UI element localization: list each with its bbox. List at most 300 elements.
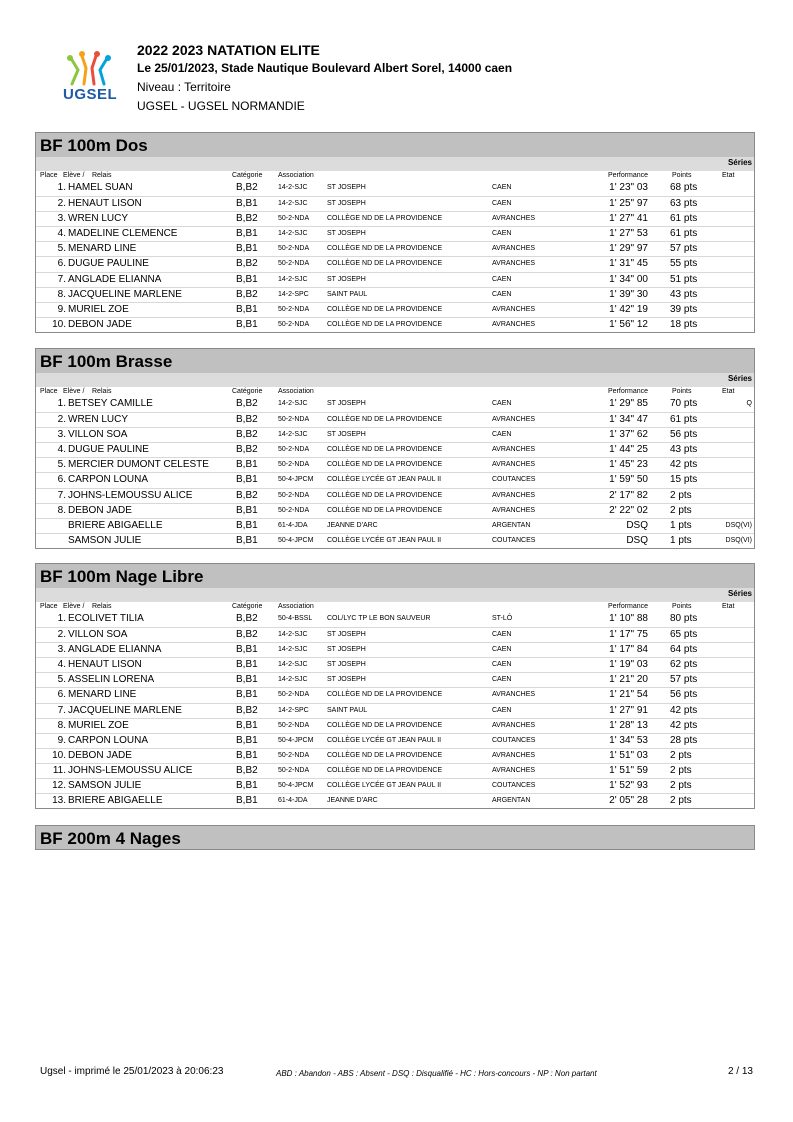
cell-place: 5. (57, 674, 66, 686)
cell-perf: DSQ (626, 519, 648, 531)
result-row (36, 287, 754, 302)
cell-code: 61-4-JDA (278, 521, 308, 529)
cell-club: COLLÈGE ND DE LA PROVIDENCE (327, 260, 443, 268)
cell-code: 14-2-SJC (278, 631, 308, 639)
cell-club: SAINT PAUL (327, 706, 368, 714)
cell-code: 14-2-SJC (278, 431, 308, 439)
cell-cat: B,B1 (236, 644, 258, 656)
series-bar (36, 157, 754, 171)
results-rows (36, 612, 754, 808)
column-header (36, 171, 754, 181)
event-block-1 (35, 132, 755, 333)
cell-code: 14-2-SPC (278, 706, 309, 714)
cell-cat: B,B2 (236, 182, 258, 193)
cell-code: 14-2-SJC (278, 275, 308, 283)
cell-place: 4. (57, 228, 66, 240)
results-rows (36, 397, 754, 548)
cell-cat: B,B2 (236, 429, 258, 441)
cell-cat: B,B1 (236, 474, 258, 486)
col-categorie: Catégorie (232, 388, 263, 395)
cell-pts: 56 pts (670, 689, 698, 701)
cell-cat: B,B1 (236, 674, 258, 686)
cell-city: CAEN (492, 631, 512, 639)
cell-code: 50-4-BSSL (278, 615, 313, 622)
event-title: BF 100m Nage Libre (35, 563, 755, 588)
cell-pts: 61 pts (670, 213, 698, 225)
cell-code: 50-2-NDA (278, 215, 310, 223)
result-row (36, 457, 754, 472)
cell-pts: 55 pts (670, 258, 698, 270)
cell-cat: B,B2 (236, 629, 258, 641)
cell-perf: 1' 51" 03 (609, 749, 648, 761)
event-title: BF 100m Brasse (35, 348, 755, 373)
cell-perf: 1' 34" 00 (609, 273, 648, 285)
cell-pts: 62 pts (670, 659, 698, 671)
cell-pts: 43 pts (670, 444, 698, 456)
cell-pts: 39 pts (670, 303, 698, 315)
cell-code: 50-2-NDA (278, 461, 310, 469)
result-row (36, 302, 754, 317)
cell-pts: 61 pts (670, 414, 698, 426)
cell-cat: B,B2 (236, 414, 258, 426)
cell-name: CARPON LOUNA (68, 474, 149, 486)
cell-name: WREN LUCY (68, 213, 129, 225)
cell-cat: B,B1 (236, 228, 258, 240)
cell-code: 14-2-SJC (278, 230, 308, 238)
column-header (36, 387, 754, 397)
event-title: BF 200m 4 Nages (35, 825, 755, 850)
cell-code: 50-4-JPCM (278, 736, 314, 744)
cell-cat: B,B1 (236, 719, 258, 731)
event-table (35, 373, 755, 549)
col-association: Association (278, 603, 314, 610)
cell-cat: B,B2 (236, 764, 258, 776)
cell-cat: B,B1 (236, 519, 258, 531)
col-eleve: Elève / (63, 388, 85, 395)
cell-name: ASSELIN LORENA (68, 674, 155, 686)
cell-name: HENAUT LISON (68, 198, 142, 210)
result-row (36, 397, 754, 412)
cell-place: 3. (57, 429, 66, 441)
cell-club: ST JOSEPH (327, 661, 366, 669)
cell-place: 10. (52, 318, 66, 330)
cell-cat: B,B2 (236, 258, 258, 270)
cell-city: AVRANCHES (492, 766, 536, 774)
cell-club: JEANNE D'ARC (327, 521, 378, 529)
cell-city: ARGENTAN (492, 797, 531, 805)
cell-name: MENARD LINE (68, 243, 137, 255)
col-etat: Etat (722, 603, 735, 610)
cell-city: COUTANCES (492, 736, 536, 744)
cell-city: CAEN (492, 661, 512, 669)
cell-name: DEBON JADE (68, 504, 132, 516)
organization-info: UGSEL - UGSEL NORMANDIE (137, 99, 305, 113)
cell-city: CAEN (492, 646, 512, 654)
result-row (36, 503, 754, 518)
cell-code: 14-2-SJC (278, 184, 308, 191)
cell-etat: DSQ(VI) (725, 521, 752, 529)
cell-code: 50-2-NDA (278, 245, 310, 253)
cell-code: 50-2-NDA (278, 691, 310, 699)
page-number: 2 / 13 (727, 1066, 753, 1077)
cell-name: JOHNS-LEMOUSSU ALICE (68, 489, 193, 501)
result-row (36, 196, 754, 211)
cell-place: 1. (57, 182, 66, 193)
cell-perf: 1' 19" 03 (609, 659, 648, 671)
cell-city: AVRANCHES (492, 320, 536, 328)
cell-place: 1. (57, 398, 66, 409)
cell-pts: 1 pts (670, 534, 692, 546)
cell-place: 9. (57, 303, 66, 315)
cell-place: 8. (57, 288, 66, 300)
result-row (36, 763, 754, 778)
cell-place: 6. (57, 689, 66, 701)
cell-city: AVRANCHES (492, 751, 536, 759)
cell-place: 6. (57, 474, 66, 486)
column-header (36, 602, 754, 612)
cell-name: CARPON LOUNA (68, 734, 149, 746)
cell-cat: B,B2 (236, 489, 258, 501)
col-etat: Etat (722, 388, 735, 395)
col-etat: Etat (722, 172, 735, 179)
cell-pts: 2 pts (670, 749, 692, 761)
result-row (36, 412, 754, 427)
cell-name: MURIEL ZOE (68, 303, 129, 315)
cell-place: 4. (57, 659, 66, 671)
cell-name: BRIERE ABIGAELLE (68, 519, 163, 531)
cell-club: ST JOSEPH (327, 230, 366, 238)
cell-pts: 42 pts (670, 704, 698, 716)
result-row (36, 718, 754, 733)
cell-place: 2. (57, 414, 66, 426)
cell-place: 10. (52, 749, 66, 761)
cell-cat: B,B1 (236, 273, 258, 285)
cell-place: 4. (57, 444, 66, 456)
result-row (36, 778, 754, 793)
cell-cat: B,B2 (236, 288, 258, 300)
cell-club: JEANNE D'ARC (327, 797, 378, 805)
cell-code: 50-2-NDA (278, 491, 310, 499)
col-performance: Performance (608, 388, 649, 395)
cell-perf: 1' 27" 53 (609, 228, 648, 240)
cell-cat: B,B1 (236, 749, 258, 761)
result-row (36, 226, 754, 241)
result-row (36, 793, 754, 808)
col-eleve: Elève / (63, 172, 85, 179)
cell-pts: 2 pts (670, 764, 692, 776)
cell-name: DUGUE PAULINE (68, 258, 149, 270)
cell-club: COLLÈGE ND DE LA PROVIDENCE (327, 446, 443, 454)
cell-cat: B,B1 (236, 198, 258, 210)
cell-cat: B,B1 (236, 504, 258, 516)
cell-city: AVRANCHES (492, 416, 536, 424)
cell-perf: 1' 10" 88 (609, 613, 648, 624)
cell-name: DUGUE PAULINE (68, 444, 149, 456)
col-performance: Performance (608, 603, 649, 610)
col-performance: Performance (608, 172, 649, 179)
cell-perf: 1' 39" 30 (609, 288, 648, 300)
cell-perf: 1' 21" 54 (609, 689, 648, 701)
cell-place: 11. (52, 764, 66, 776)
col-place: Place (40, 388, 58, 395)
cell-club: ST JOSEPH (327, 400, 366, 407)
cell-club: COLLÈGE ND DE LA PROVIDENCE (327, 320, 443, 328)
cell-perf: 1' 42" 19 (609, 303, 648, 315)
cell-perf: 1' 28" 13 (609, 719, 648, 731)
cell-perf: 1' 51" 59 (609, 764, 648, 776)
cell-club: ST JOSEPH (327, 676, 366, 684)
event-title: BF 100m Dos (35, 132, 755, 157)
series-bar (36, 588, 754, 602)
result-row (36, 427, 754, 442)
col-points: Points (672, 388, 692, 395)
series-bar (36, 373, 754, 387)
cell-pts: 18 pts (670, 318, 698, 330)
cell-code: 14-2-SJC (278, 676, 308, 684)
cell-cat: B,B2 (236, 444, 258, 456)
cell-pts: 1 pts (670, 519, 692, 531)
cell-city: CAEN (492, 200, 512, 208)
cell-city: COUTANCES (492, 536, 536, 544)
cell-club: COLLÈGE LYCÉE GT JEAN PAUL II (327, 536, 442, 544)
cell-pts: 80 pts (670, 613, 698, 624)
cell-perf: 1' 23" 03 (609, 182, 648, 193)
cell-club: COLLÈGE ND DE LA PROVIDENCE (327, 766, 443, 774)
cell-city: AVRANCHES (492, 305, 536, 313)
cell-city: COUTANCES (492, 782, 536, 790)
cell-cat: B,B2 (236, 213, 258, 225)
cell-club: ST JOSEPH (327, 631, 366, 639)
cell-pts: 70 pts (670, 398, 698, 409)
cell-city: AVRANCHES (492, 491, 536, 499)
col-relais: Relais (92, 603, 112, 610)
cell-code: 50-2-NDA (278, 766, 310, 774)
result-row (36, 733, 754, 748)
cell-perf: 1' 59" 50 (609, 474, 648, 486)
cell-perf: 1' 25" 97 (609, 198, 648, 210)
cell-place: 9. (57, 734, 66, 746)
event-block-3 (35, 563, 755, 809)
cell-code: 61-4-JDA (278, 797, 308, 805)
cell-cat: B,B1 (236, 243, 258, 255)
col-categorie: Catégorie (232, 603, 263, 610)
result-row (36, 627, 754, 642)
cell-place: 2. (57, 629, 66, 641)
page-title: 2022 2023 NATATION ELITE (137, 42, 320, 58)
cell-club: COLLÈGE LYCÉE GT JEAN PAUL II (327, 476, 442, 484)
cell-name: SAMSON JULIE (68, 534, 142, 546)
cell-code: 50-2-NDA (278, 446, 310, 454)
cell-code: 14-2-SJC (278, 646, 308, 654)
meet-info: Le 25/01/2023, Stade Nautique Boulevard Albert Sorel, 14000 caen (137, 61, 513, 75)
cell-club: COLLÈGE ND DE LA PROVIDENCE (327, 721, 443, 729)
cell-place: 8. (57, 504, 66, 516)
col-association: Association (278, 388, 314, 395)
cell-city: CAEN (492, 275, 512, 283)
series-label: Séries (727, 374, 752, 383)
cell-name: DEBON JADE (68, 318, 132, 330)
cell-perf: 1' 29" 85 (609, 398, 648, 409)
cell-pts: 61 pts (670, 228, 698, 240)
cell-pts: 65 pts (670, 629, 698, 641)
cell-etat: DSQ(VI) (725, 536, 752, 544)
result-row (36, 642, 754, 657)
cell-name: DEBON JADE (68, 749, 132, 761)
level-info: Niveau : Territoire (137, 80, 231, 94)
cell-city: AVRANCHES (492, 446, 536, 454)
cell-perf: 1' 44" 25 (609, 444, 648, 456)
cell-club: COLLÈGE ND DE LA PROVIDENCE (327, 416, 443, 424)
cell-perf: 1' 27" 91 (609, 704, 648, 716)
cell-place: 7. (57, 704, 66, 716)
col-eleve: Elève / (63, 603, 85, 610)
cell-code: 50-2-NDA (278, 721, 310, 729)
cell-cat: B,B2 (236, 613, 258, 624)
cell-place: 5. (57, 459, 66, 471)
cell-pts: 42 pts (670, 719, 698, 731)
cell-city: ST-LÔ (492, 615, 513, 622)
cell-perf: 1' 56" 12 (609, 318, 648, 330)
cell-code: 50-2-NDA (278, 260, 310, 268)
result-row (36, 317, 754, 332)
cell-place: 7. (57, 489, 66, 501)
cell-club: COLLÈGE ND DE LA PROVIDENCE (327, 691, 443, 699)
print-info: Ugsel - imprimé le 25/01/2023 à 20:06:23 (40, 1066, 224, 1077)
cell-cat: B,B1 (236, 659, 258, 671)
cell-code: 50-4-JPCM (278, 476, 314, 484)
cell-name: MENARD LINE (68, 689, 137, 701)
cell-club: ST JOSEPH (327, 200, 366, 208)
result-row (36, 687, 754, 702)
cell-perf: 2' 05" 28 (609, 795, 648, 807)
cell-pts: 2 pts (670, 780, 692, 792)
cell-code: 50-4-JPCM (278, 536, 314, 544)
cell-city: AVRANCHES (492, 260, 536, 268)
cell-perf: DSQ (626, 534, 648, 546)
cell-club: COLLÈGE ND DE LA PROVIDENCE (327, 491, 443, 499)
cell-code: 14-2-SPC (278, 290, 309, 298)
cell-pts: 15 pts (670, 474, 698, 486)
cell-city: AVRANCHES (492, 691, 536, 699)
cell-pts: 68 pts (670, 182, 698, 193)
event-table (35, 588, 755, 809)
cell-city: CAEN (492, 676, 512, 684)
result-row (36, 703, 754, 718)
cell-club: COLLÈGE ND DE LA PROVIDENCE (327, 305, 443, 313)
cell-club: COLLÈGE ND DE LA PROVIDENCE (327, 751, 443, 759)
result-row (36, 256, 754, 271)
cell-city: AVRANCHES (492, 506, 536, 514)
cell-pts: 2 pts (670, 795, 692, 807)
cell-name: VILLON SOA (68, 629, 128, 641)
cell-city: AVRANCHES (492, 461, 536, 469)
result-row (36, 181, 754, 196)
cell-name: BETSEY CAMILLE (68, 398, 153, 409)
cell-name: BRIERE ABIGAELLE (68, 795, 163, 807)
cell-perf: 1' 34" 47 (609, 414, 648, 426)
cell-pts: 2 pts (670, 504, 692, 516)
cell-perf: 1' 17" 84 (609, 644, 648, 656)
cell-pts: 51 pts (670, 273, 698, 285)
cell-place: 12. (52, 780, 66, 792)
cell-pts: 43 pts (670, 288, 698, 300)
cell-name: JACQUELINE MARLENE (68, 288, 182, 300)
cell-perf: 1' 52" 93 (609, 780, 648, 792)
page-header (137, 42, 512, 118)
cell-club: ST JOSEPH (327, 275, 366, 283)
series-label: Séries (727, 158, 752, 167)
cell-club: COLLÈGE ND DE LA PROVIDENCE (327, 215, 443, 223)
cell-perf: 1' 17" 75 (609, 629, 648, 641)
cell-name: MADELINE CLEMENCE (68, 228, 178, 240)
cell-cat: B,B1 (236, 795, 258, 807)
series-label: Séries (727, 589, 752, 598)
cell-perf: 2' 17" 82 (609, 489, 648, 501)
cell-name: MERCIER DUMONT CELESTE (68, 459, 209, 471)
cell-club: COLLÈGE ND DE LA PROVIDENCE (327, 245, 443, 253)
col-relais: Relais (92, 172, 112, 179)
cell-city: COUTANCES (492, 476, 536, 484)
cell-place: 13. (52, 795, 66, 807)
cell-code: 50-2-NDA (278, 416, 310, 424)
col-association: Association (278, 172, 314, 179)
cell-perf: 1' 27" 41 (609, 213, 648, 225)
result-row (36, 241, 754, 256)
cell-club: COLLÈGE ND DE LA PROVIDENCE (327, 506, 443, 514)
cell-perf: 1' 31" 45 (609, 258, 648, 270)
col-points: Points (672, 172, 692, 179)
cell-club: ST JOSEPH (327, 184, 366, 191)
event-table (35, 157, 755, 333)
result-row (36, 442, 754, 457)
cell-city: CAEN (492, 400, 512, 407)
cell-name: JACQUELINE MARLENE (68, 704, 182, 716)
results-rows (36, 181, 754, 332)
result-row (36, 748, 754, 763)
cell-name: MURIEL ZOE (68, 719, 129, 731)
cell-place: 1. (57, 613, 66, 624)
result-row (36, 272, 754, 287)
cell-pts: 64 pts (670, 644, 698, 656)
cell-name: WREN LUCY (68, 414, 129, 426)
result-row (36, 518, 754, 533)
cell-city: CAEN (492, 184, 512, 191)
cell-pts: 42 pts (670, 459, 698, 471)
cell-place: 3. (57, 213, 66, 225)
swimmer-figures-icon (60, 50, 130, 90)
result-row (36, 211, 754, 226)
cell-place: 3. (57, 644, 66, 656)
cell-code: 50-2-NDA (278, 320, 310, 328)
cell-place: 7. (57, 273, 66, 285)
cell-pts: 28 pts (670, 734, 698, 746)
result-row (36, 488, 754, 503)
cell-club: ST JOSEPH (327, 646, 366, 654)
cell-cat: B,B2 (236, 398, 258, 409)
cell-code: 14-2-SJC (278, 661, 308, 669)
cell-code: 50-2-NDA (278, 506, 310, 514)
cell-city: AVRANCHES (492, 215, 536, 223)
abbreviation-legend: ABD : Abandon - ABS : Absent - DSQ : Disqualifié - HC : Hors-concours - NP : Non partant (276, 1069, 597, 1078)
cell-cat: B,B1 (236, 734, 258, 746)
cell-name: ANGLADE ELIANNA (68, 273, 162, 285)
cell-place: 6. (57, 258, 66, 270)
cell-club: COLLÈGE ND DE LA PROVIDENCE (327, 461, 443, 469)
cell-city: ARGENTAN (492, 521, 531, 529)
cell-place: 5. (57, 243, 66, 255)
cell-code: 14-2-SJC (278, 400, 308, 407)
cell-pts: 63 pts (670, 198, 698, 210)
